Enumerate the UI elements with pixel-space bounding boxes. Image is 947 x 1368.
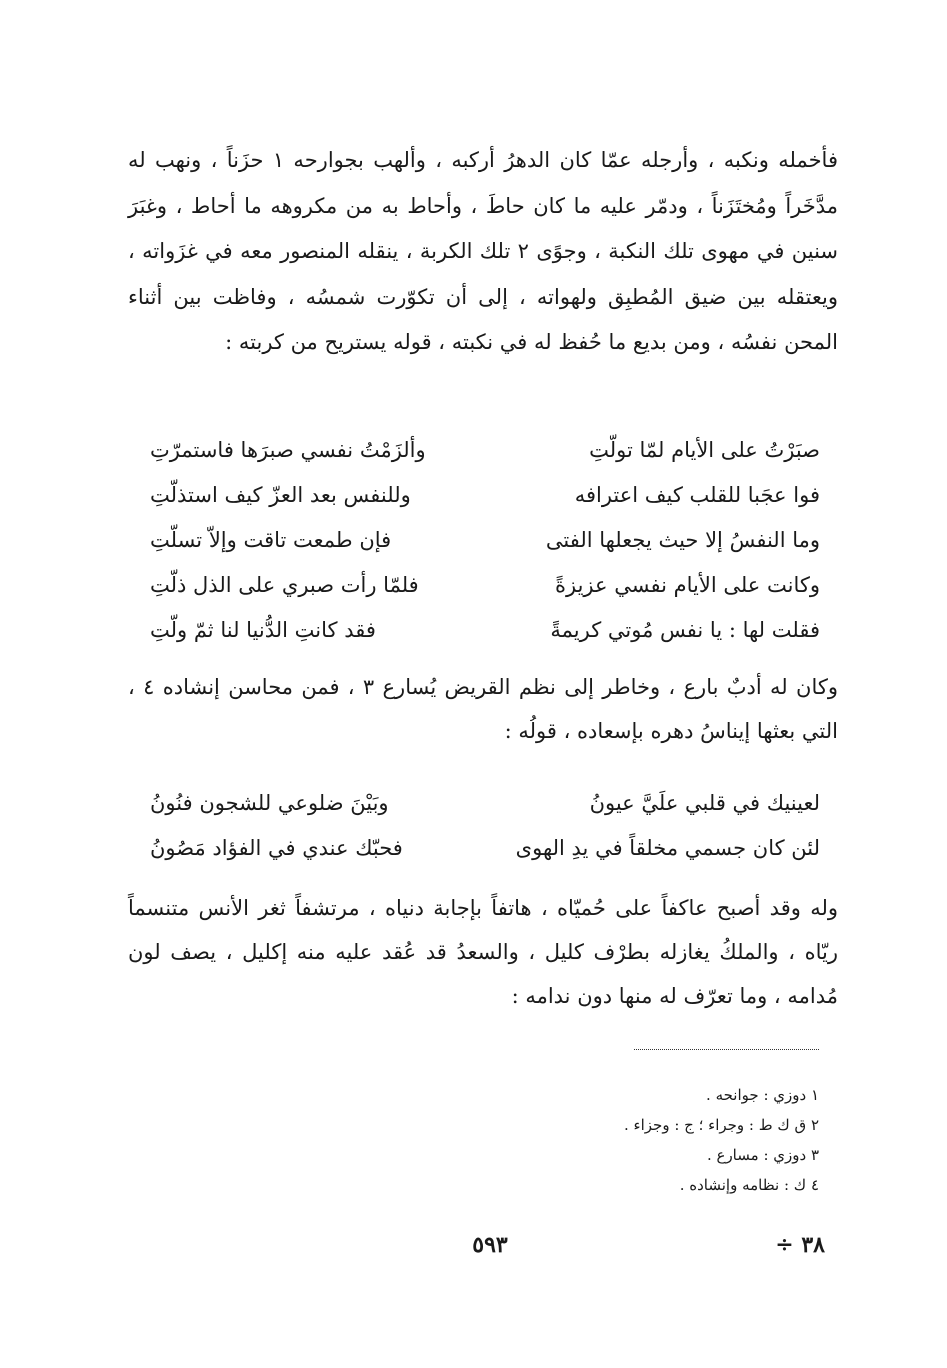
signature-mark: ٣٨ ÷ [775,1232,825,1258]
hemistich-second: فلمّا رأت صبري على الذل ذلّتِ [150,573,419,597]
verse [150,826,820,871]
paragraph-2: وكان له أدبٌ بارع ، وخاطر إلى نظم القريض يُسارع ٣ ، فمن محاسن إنشاده ٤ ، التي بعثها إيناسُ دهره بإسعاده ، قولُه : [128,675,838,743]
page-number: ٥٩٣ [472,1232,508,1258]
hemistich-first: صبَرْتُ على الأيام لمّا تولّتِ [589,438,820,462]
hemistich-first: فوا عجَبا للقلب كيف اعترافه [574,483,820,507]
paragraph-1: فأخمله ونكبه ، وأرجله عمّا كان الدهرُ أركبه ، وألهب بجوارحه ١ حزَناً ، ونهب له مدَّخَراً ومُختَزَناً ، ودمّر عليه ما كان حاطَ ، وأحاط به من مكروهه ما أحاط ، وغبَرَ سنين في مهوى تلك النكبة ، وجوًى ٢ تلك الكربة ، ينقله المنصور معه في غزَواته ، ويعتقله بين ضيق المُطبِق ولهواته ، إلى أن تكوّرت شمسُه ، وفاظت بين أثناء المحن نفسُه ، ومن بديع ما حُفظ له في نكبته ، قوله يستريح من كربته : [128,148,839,354]
hemistich-second: وبَيْنَ ضلوعي للشجون فنُونُ [150,791,389,815]
verse [150,518,820,563]
hemistich-first: لعينيك في قلبي علَيَّ عيونُ [589,791,820,815]
poem-1 [150,428,820,653]
hemistich-second: فإن طمعت تاقت وإلاّ تسلّتِ [150,528,392,552]
poem-2 [150,781,820,871]
footnote: ٤ ك : نظامه وإنشاده . [679,1176,819,1194]
hemistich-second: فقد كانتِ الدُّنيا لنا ثمّ ولّتِ [150,618,376,642]
verse [150,781,820,826]
verse [150,473,820,518]
footnote: ٢ ق ك ط : وجراء ؛ ج : وجزاء . [624,1116,819,1134]
verse [150,428,820,473]
hemistich-first: وكانت على الأيام نفسي عزيزةً [554,573,820,597]
paragraph-3: وله وقد أصبح عاكفاً على حُميّاه ، هاتفاً بإجابة دنياه ، مرتشفاً ثغر الأنس متنسماً ريّاه ، والملكُ يغازله بطرْف كليل ، والسعدُ قد عُقد عليه منه إكليل ، يصف لون مُدامه ، وما تعرّف له منها دون ندامه : [128,896,839,1008]
footnote: ١ دوزي : جوانحه . [706,1086,819,1104]
hemistich-first: وما النفسُ إلا حيث يجعلها الفتى [545,528,820,552]
hemistich-second: فحبّك عندي في الفؤاد مَصُونُ [150,836,403,860]
verse [150,608,820,653]
footnote-divider [634,1049,819,1050]
verse [150,563,820,608]
footnotes [419,1080,819,1200]
hemistich-first: فقلت لها : يا نفس مُوتي كريمةً [550,618,820,642]
hemistich-second: وللنفس بعد العزّ كيف استذلّتِ [150,483,411,507]
footnote: ٣ دوزي : مسارع . [706,1146,819,1164]
hemistich-second: وألزَمْتُ نفسي صبرَها فاستمرّتِ [150,438,426,462]
hemistich-first: لئن كان جسمي مخلقاً في يدِ الهوى [515,836,820,860]
